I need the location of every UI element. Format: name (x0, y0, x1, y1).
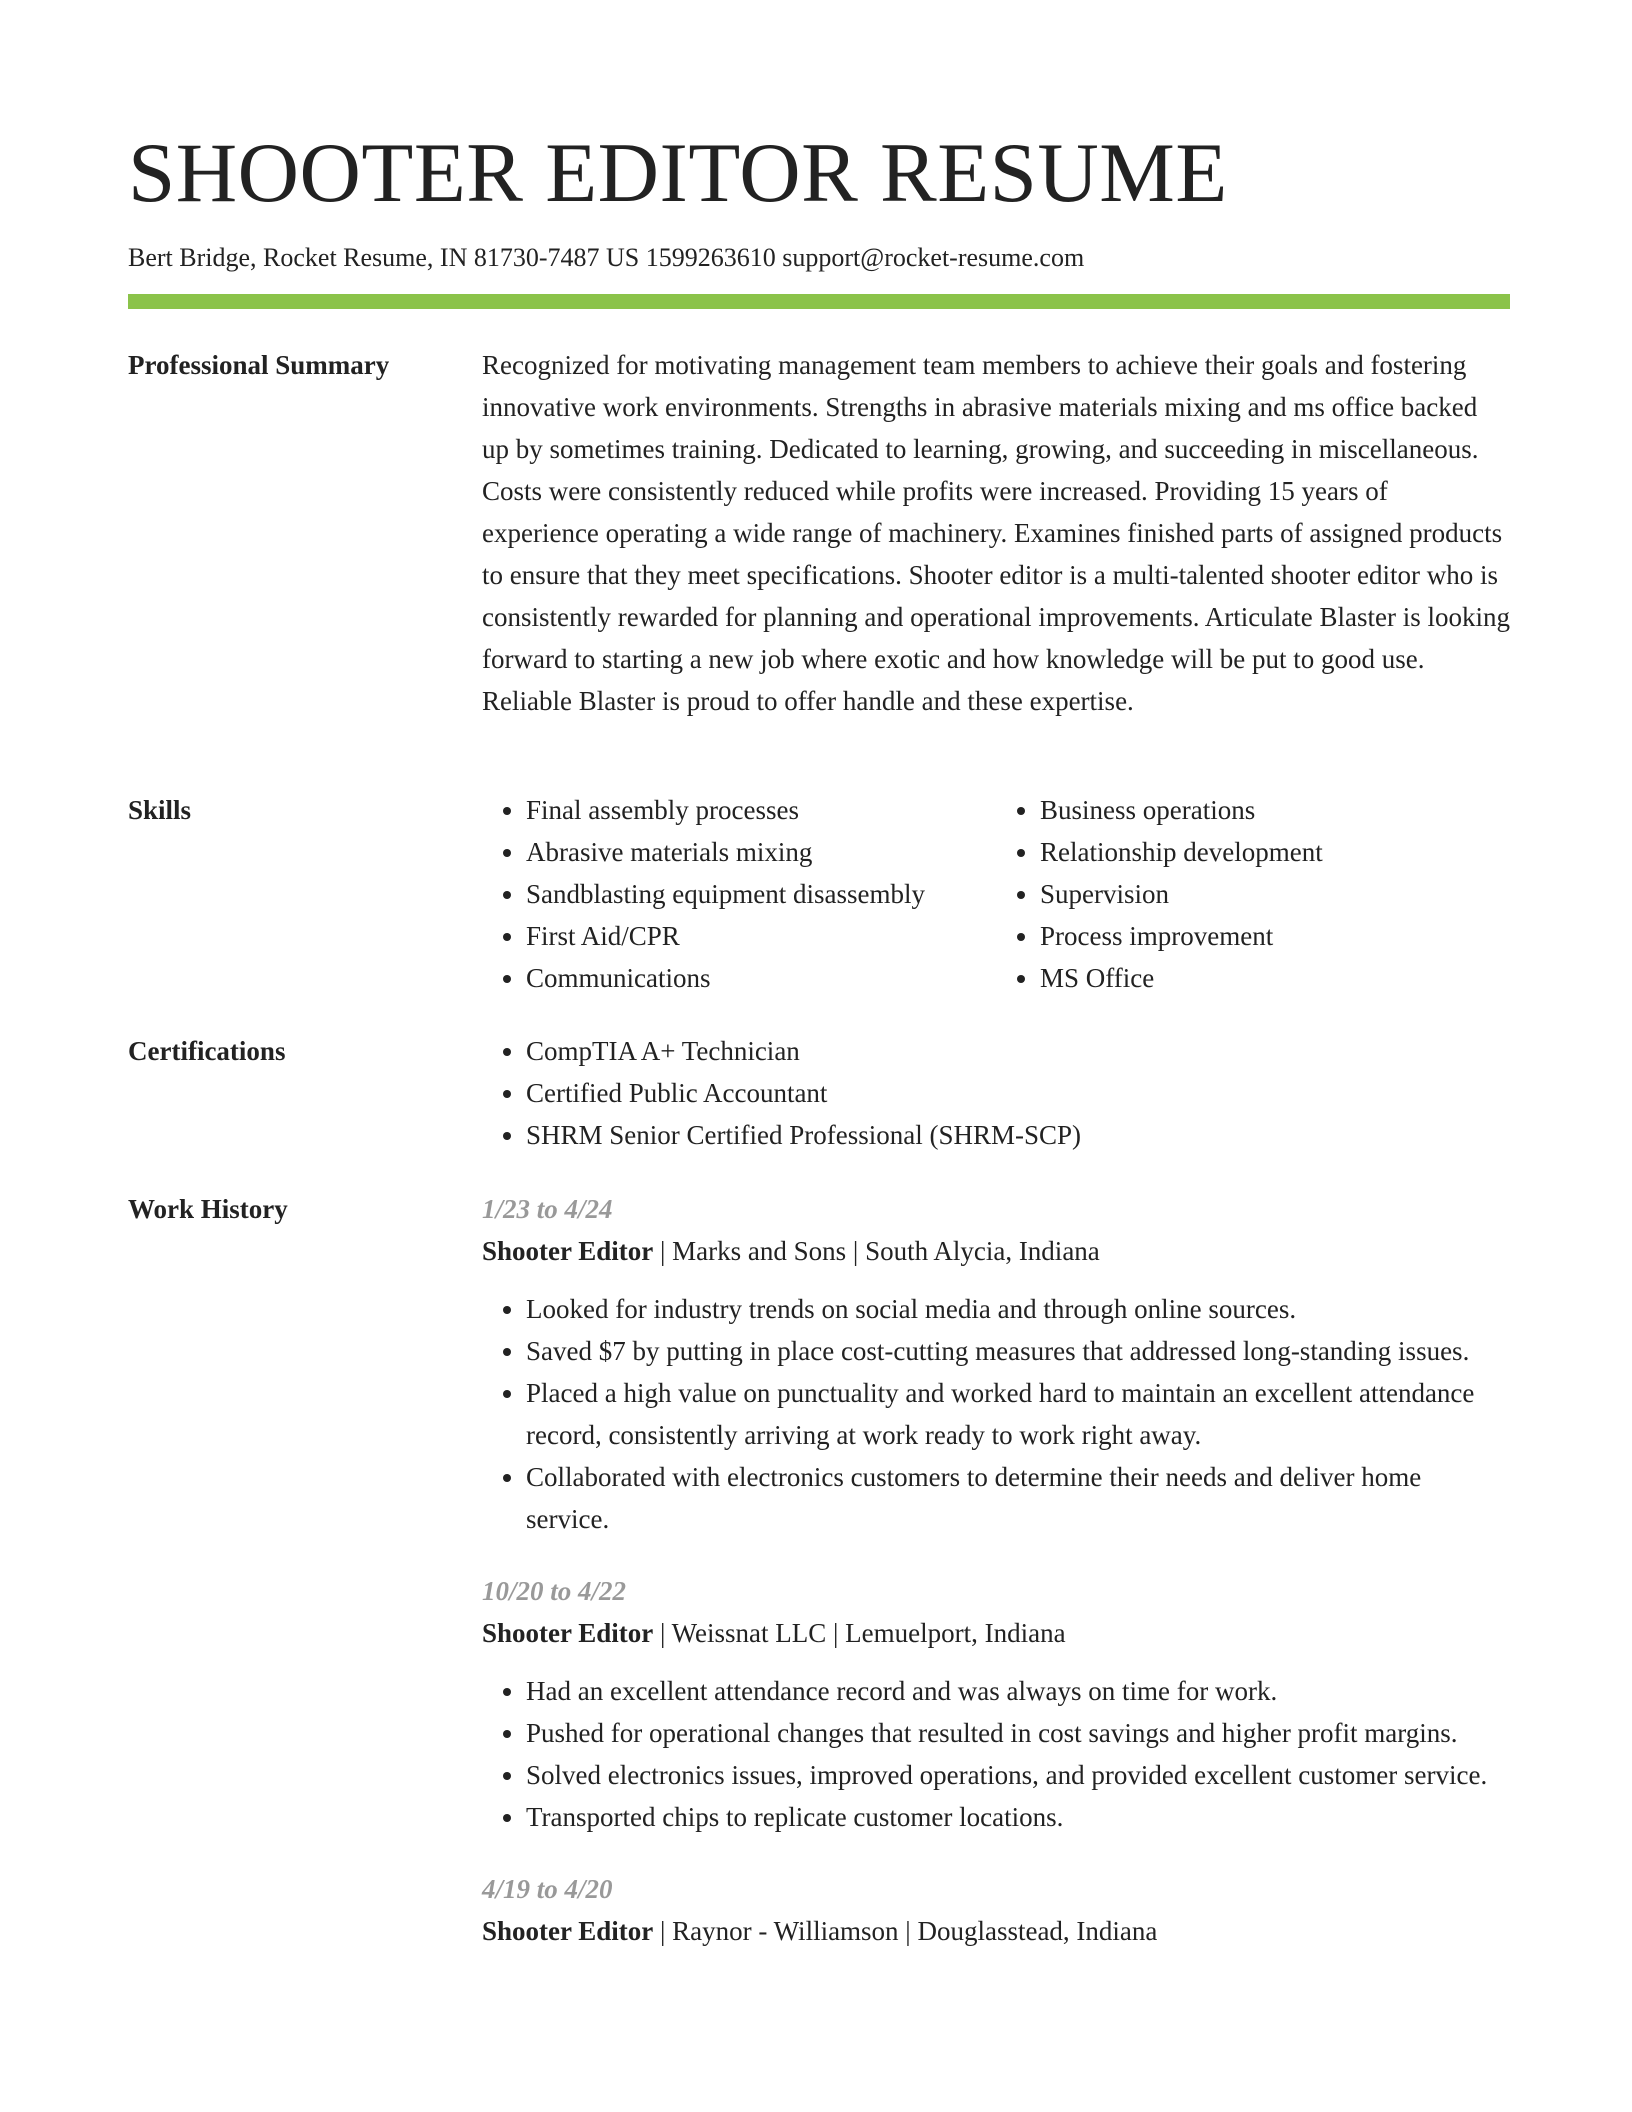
job-heading (482, 1612, 1510, 1654)
skill-item: • Relationship development (1040, 831, 1510, 873)
section-label: Skills (128, 795, 192, 825)
section-label: Work History (128, 1194, 288, 1224)
skill-item: • First Aid/CPR (526, 915, 996, 957)
job-dates: 1/23 to 4/24 (482, 1194, 613, 1224)
job-details: | Raynor - Williamson | Douglasstead, Indiana (653, 1916, 1158, 1946)
skill-item: • MS Office (1040, 957, 1510, 999)
summary-text: Recognized for motivating management team members to achieve their goals and fostering innovative work environments. Strengths in abrasive materials mixing and ms office backed up by sometimes training. Dedicated to learning, growing, and succeeding in miscellaneous. Costs were consistently reduced while profits were increased. Providing 15 years of experience operating a wide range of machinery. Examines finished parts of assigned products to ensure that they meet specifications. Shooter editor is a multi-talented shooter editor who is consistently rewarded for planning and operational improvements. Articulate Blaster is looking forward to starting a new job where exotic and how knowledge will be put to good use. Reliable Blaster is proud to offer handle and these expertise. (482, 350, 1510, 716)
job-bullet: • Pushed for operational changes that resulted in cost savings and higher profit margins. (526, 1712, 1510, 1754)
job-dates: 10/20 to 4/22 (482, 1576, 627, 1606)
section-label: Professional Summary (128, 350, 390, 380)
skill-item: • Sandblasting equipment disassembly (526, 873, 996, 915)
skill-item: • Business operations (1040, 789, 1510, 831)
resume-title: SHOOTER EDITOR RESUME (128, 126, 1228, 220)
skill-item: • Final assembly processes (526, 789, 996, 831)
job-entry (482, 1188, 1510, 1540)
job-bullet: • Transported chips to replicate customer locations. (526, 1796, 1510, 1838)
skill-item: • Abrasive materials mixing (526, 831, 996, 873)
section-skills (128, 789, 1510, 999)
section-label: Certifications (128, 1036, 286, 1066)
certifications-body (482, 1030, 1510, 1156)
skills-column-2 (996, 789, 1510, 999)
skills-column-1 (482, 789, 996, 999)
job-details: | Weissnat LLC | Lemuelport, Indiana (653, 1618, 1066, 1648)
certification-item: • Certified Public Accountant (526, 1072, 1510, 1114)
skill-item: • Supervision (1040, 873, 1510, 915)
job-bullet: • Collaborated with electronics customers to determine their needs and deliver home service. (526, 1456, 1510, 1540)
job-bullet: • Saved $7 by putting in place cost-cutting measures that addressed long-standing issues. (526, 1330, 1510, 1372)
job-heading (482, 1230, 1510, 1272)
certifications-list (482, 1030, 1510, 1156)
job-entry (482, 1570, 1510, 1838)
job-bullet: • Looked for industry trends on social media and through online sources. (526, 1288, 1510, 1330)
header-divider (128, 294, 1510, 309)
job-details: | Marks and Sons | South Alycia, Indiana (653, 1236, 1100, 1266)
job-title: Shooter Editor (482, 1236, 654, 1266)
job-bullet: • Had an excellent attendance record and was always on time for work. (526, 1670, 1510, 1712)
resume-header (128, 118, 1510, 309)
skill-item: • Process improvement (1040, 915, 1510, 957)
skills-grid (482, 789, 1510, 999)
job-heading (482, 1910, 1510, 1952)
job-entry (482, 1868, 1510, 1952)
section-work-history (128, 1188, 1510, 1982)
certification-item: • CompTIA A+ Technician (526, 1030, 1510, 1072)
section-certifications (128, 1030, 1510, 1156)
skill-item: • Communications (526, 957, 996, 999)
job-title: Shooter Editor (482, 1916, 654, 1946)
job-bullets (482, 1288, 1510, 1540)
job-bullet: • Solved electronics issues, improved operations, and provided excellent customer service. (526, 1754, 1510, 1796)
certification-item: • SHRM Senior Certified Professional (SHRM-SCP) (526, 1114, 1510, 1156)
job-bullets (482, 1670, 1510, 1838)
work-history-body (482, 1188, 1510, 1982)
job-title: Shooter Editor (482, 1618, 654, 1648)
section-professional-summary (128, 344, 1510, 722)
contact-line: Bert Bridge, Rocket Resume, IN 81730-7487 US 1599263610 support@rocket-resume.com (128, 243, 1085, 272)
job-bullet: • Placed a high value on punctuality and worked hard to maintain an excellent attendance record, consistently arriving at work ready to work right away. (526, 1372, 1510, 1456)
job-dates: 4/19 to 4/20 (482, 1874, 613, 1904)
